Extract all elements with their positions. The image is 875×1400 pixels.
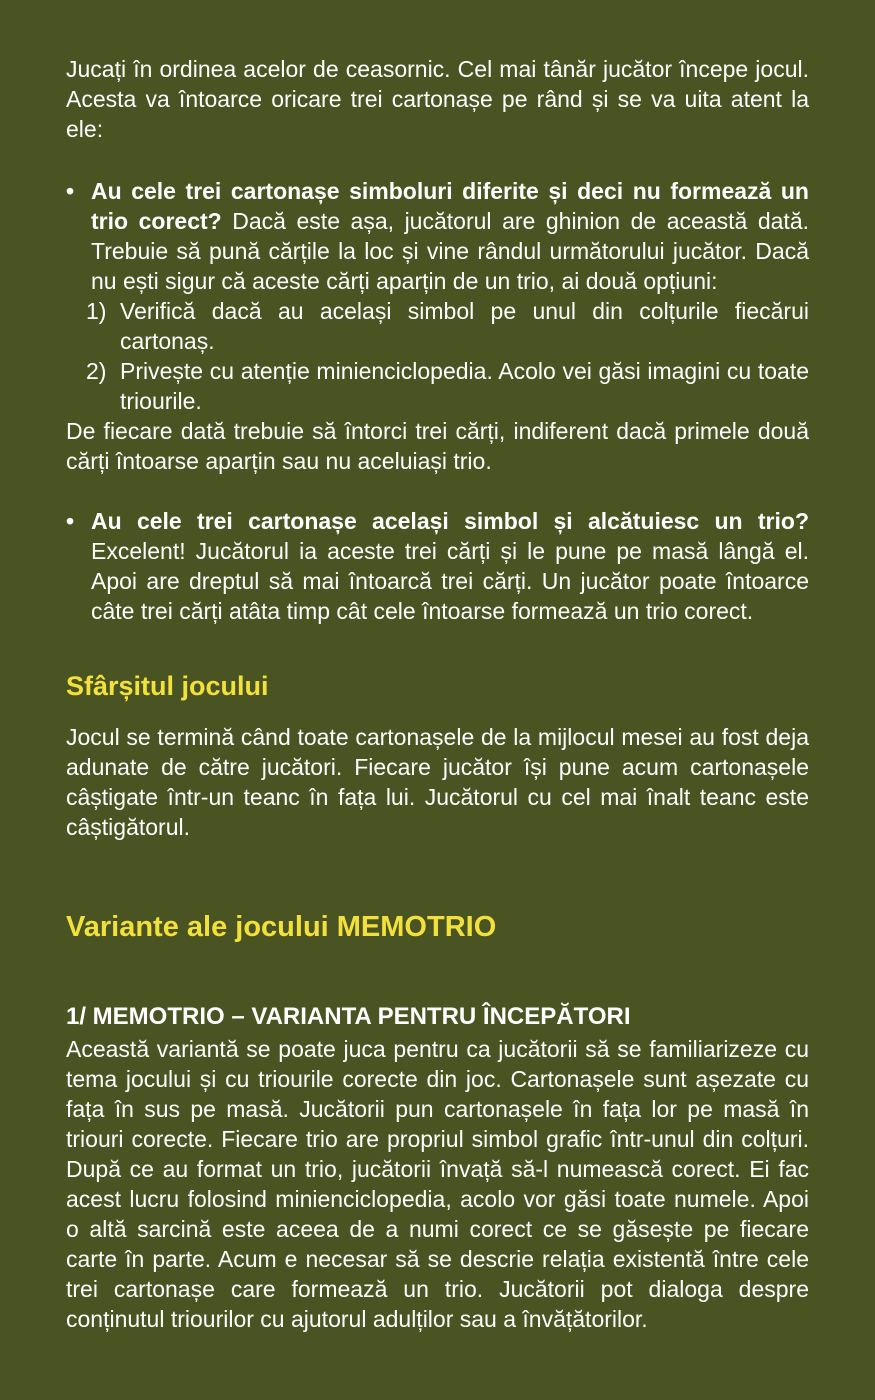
end-of-game-paragraph: Jocul se termină când toate cartonașele de la mijlocul mesei au fost deja adunate de către jucători. Fiecare jucător își pune acum cartonașele câștigate într-un teanc în fața lui. Jucătorul cu cel mai înalt teanc este câștigătorul. [66, 724, 809, 840]
note-paragraph: De fiecare dată trebuie să întorci trei cărți, indiferent dacă primele două cărți întoarse aparțin sau nu aceluiași trio. [66, 418, 809, 474]
bullet-same-symbol-body: Excelent! Jucătorul ia aceste trei cărți și le pune pe masă lângă el. Apoi are dreptul să mai întoarcă trei cărți. Un jucător poate întoarce câte trei cărți atâta timp cât cele întoarse formează un trio corect. [91, 538, 809, 624]
option-item-2 [86, 356, 809, 416]
bullet-icon: • [66, 178, 75, 204]
bullet-same-symbol [66, 506, 809, 626]
bullet-same-symbol-text [91, 506, 809, 626]
bullet-same-symbol-lead: Au cele trei cartonașe același simbol și alcătuiesc un trio? [91, 508, 809, 534]
option-1-number: 1) [86, 298, 107, 324]
variant-beginners-paragraph: Această variantă se poate juca pentru ca jucătorii să se familiarizeze cu tema jocului și cu triourile corecte din joc. Cartonașele sunt așezate cu fața în sus pe masă. Jucătorii pun cartonașele în fața lor pe masă în triouri corecte. Fiecare trio are propriul simbol grafic într-unul din colțuri. După ce au format un trio, jucătorii învață să-l numească corect. Ei fac acest lucru folosind minienciclopedia, acolo vor găsi toate numele. Apoi o altă sarcină este aceea de a numi corect ce se găsește pe fiecare carte în parte. Acum e necesar să se descrie relația existentă între cele trei cartonașe care formează un trio. Jucătorii pot dialoga despre conținutul triourilor cu ajutorul adulților sau a învățătorilor. [66, 1036, 809, 1332]
option-item-1 [86, 296, 809, 356]
subheading-variant-beginners: 1/ MEMOTRIO – VARIANTA PENTRU ÎNCEPĂTORI [66, 1003, 631, 1030]
intro-paragraph: Jucați în ordinea acelor de ceasornic. Cel mai tânăr jucător începe jocul. Acesta va întoarce oricare trei cartonașe pe rând și se va uita atent la ele: [66, 56, 809, 142]
bullet-different-symbols [66, 176, 809, 416]
bullet-icon: • [66, 508, 75, 534]
option-2-number: 2) [86, 358, 107, 384]
bullet-different-symbols-text [91, 176, 809, 296]
heading-end-of-game: Sfârșitul jocului [66, 671, 269, 701]
bullet-different-symbols-lead: Au cele trei cartonașe simboluri diferite și deci nu formează un trio corect? [91, 178, 809, 234]
option-2-text: Privește cu atenție minienciclopedia. Acolo vei găsi imagini cu toate triourile. [120, 358, 809, 414]
heading-variants: Variante ale jocului MEMOTRIO [66, 911, 497, 943]
bullet-different-symbols-body: Dacă este așa, jucătorul are ghinion de această dată. Trebuie să pună cărțile la loc și vine rândul următorului jucător. Dacă nu ești sigur că aceste cărți aparțin de un trio, ai două opțiuni: [91, 208, 809, 294]
option-1-text: Verifică dacă au același simbol pe unul din colțurile fiecărui cartonaș. [120, 298, 809, 354]
options-list [86, 296, 809, 416]
